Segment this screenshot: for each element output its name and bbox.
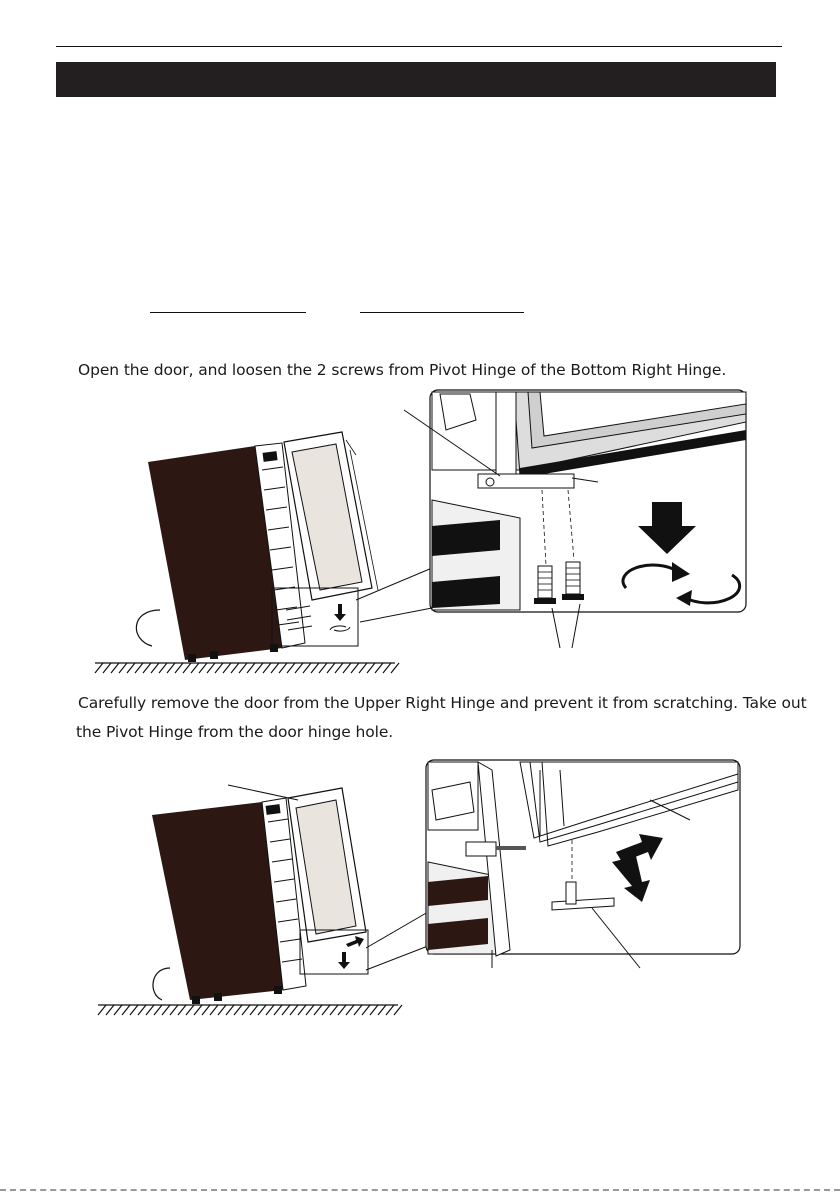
- down-arrow-icon: [338, 952, 350, 969]
- hatch-stroke: [338, 1005, 346, 1015]
- hatch-stroke: [130, 1005, 138, 1015]
- hatch-stroke: [143, 663, 151, 673]
- hatch-stroke: [303, 663, 311, 673]
- hatch-stroke: [114, 1005, 122, 1015]
- hatch-stroke: [295, 663, 303, 673]
- rotate-arrows-icon: [330, 626, 346, 630]
- hatch-stroke: [255, 663, 263, 673]
- hatch-stroke: [162, 1005, 170, 1015]
- hatch-stroke: [138, 1005, 146, 1015]
- hatch-stroke: [247, 663, 255, 673]
- hatch-stroke: [183, 663, 191, 673]
- diagonal-arrow-icon: [346, 936, 364, 947]
- hatch-stroke: [95, 663, 103, 673]
- hatch-stroke: [282, 1005, 290, 1015]
- hatch-stroke: [159, 663, 167, 673]
- step-2-text-line-1: Carefully remove the door from the Upper Right Hinge and prevent it from scratching. Take out: [78, 694, 807, 712]
- hatch-stroke: [351, 663, 359, 673]
- hatch-stroke: [330, 1005, 338, 1015]
- hatch-stroke: [298, 1005, 306, 1015]
- hatch-stroke: [167, 663, 175, 673]
- hatch-stroke: [335, 663, 343, 673]
- hatch-stroke: [223, 663, 231, 673]
- hatch-stroke: [367, 663, 375, 673]
- hatch-stroke: [279, 663, 287, 673]
- ground-hatch-2: [98, 1005, 402, 1015]
- hatch-stroke: [135, 663, 143, 673]
- hatch-stroke: [106, 1005, 114, 1015]
- section-title-bar: [56, 62, 776, 97]
- hatch-stroke: [354, 1005, 362, 1015]
- hatch-stroke: [362, 1005, 370, 1015]
- ground-hatch-1: [95, 663, 399, 673]
- hatch-stroke: [186, 1005, 194, 1015]
- hatch-stroke: [314, 1005, 322, 1015]
- hatch-stroke: [127, 663, 135, 673]
- hatch-stroke: [346, 1005, 354, 1015]
- hatch-stroke: [178, 1005, 186, 1015]
- hatch-stroke: [119, 663, 127, 673]
- hinge-detail-2: [426, 760, 740, 956]
- hatch-stroke: [394, 1005, 402, 1015]
- hatch-stroke: [306, 1005, 314, 1015]
- hatch-stroke: [287, 663, 295, 673]
- hatch-stroke: [103, 663, 111, 673]
- hatch-stroke: [231, 663, 239, 673]
- hatch-stroke: [383, 663, 391, 673]
- hatch-stroke: [207, 663, 215, 673]
- hatch-stroke: [271, 663, 279, 673]
- hatch-stroke: [343, 663, 351, 673]
- hatch-stroke: [370, 1005, 378, 1015]
- hatch-stroke: [319, 663, 327, 673]
- figure-2: [0, 750, 840, 1030]
- hatch-stroke: [378, 1005, 386, 1015]
- tilted-cooler-2: [152, 788, 368, 1004]
- hatch-stroke: [234, 1005, 242, 1015]
- hatch-stroke: [263, 663, 271, 673]
- tilted-cooler-1: [136, 432, 378, 662]
- page-bottom-border: [0, 1189, 840, 1191]
- hatch-stroke: [154, 1005, 162, 1015]
- hatch-stroke: [322, 1005, 330, 1015]
- hatch-stroke: [98, 1005, 106, 1015]
- hatch-stroke: [202, 1005, 210, 1015]
- hatch-stroke: [359, 663, 367, 673]
- hatch-stroke: [239, 663, 247, 673]
- hatch-stroke: [258, 1005, 266, 1015]
- blank-line-2: [360, 312, 524, 313]
- step-2-text-line-2: the Pivot Hinge from the door hinge hole.: [76, 723, 394, 741]
- hatch-stroke: [311, 663, 319, 673]
- hatch-stroke: [151, 663, 159, 673]
- hatch-stroke: [170, 1005, 178, 1015]
- header-rule: [56, 46, 782, 47]
- hatch-stroke: [210, 1005, 218, 1015]
- hatch-stroke: [218, 1005, 226, 1015]
- hatch-stroke: [215, 663, 223, 673]
- hatch-stroke: [242, 1005, 250, 1015]
- step-1-text: Open the door, and loosen the 2 screws from Pivot Hinge of the Bottom Right Hinge.: [78, 361, 727, 379]
- hatch-stroke: [146, 1005, 154, 1015]
- hatch-stroke: [386, 1005, 394, 1015]
- hatch-stroke: [274, 1005, 282, 1015]
- hatch-stroke: [327, 663, 335, 673]
- hatch-stroke: [111, 663, 119, 673]
- hinge-detail-1: [430, 390, 746, 612]
- hatch-stroke: [199, 663, 207, 673]
- hatch-stroke: [391, 663, 399, 673]
- hatch-stroke: [266, 1005, 274, 1015]
- hatch-stroke: [226, 1005, 234, 1015]
- hatch-stroke: [194, 1005, 202, 1015]
- hatch-stroke: [191, 663, 199, 673]
- hatch-stroke: [375, 663, 383, 673]
- hatch-stroke: [175, 663, 183, 673]
- down-arrow-icon: [334, 604, 346, 621]
- hatch-stroke: [290, 1005, 298, 1015]
- figure-1: [0, 380, 840, 680]
- hatch-stroke: [250, 1005, 258, 1015]
- blank-line-1: [150, 312, 306, 313]
- hatch-stroke: [122, 1005, 130, 1015]
